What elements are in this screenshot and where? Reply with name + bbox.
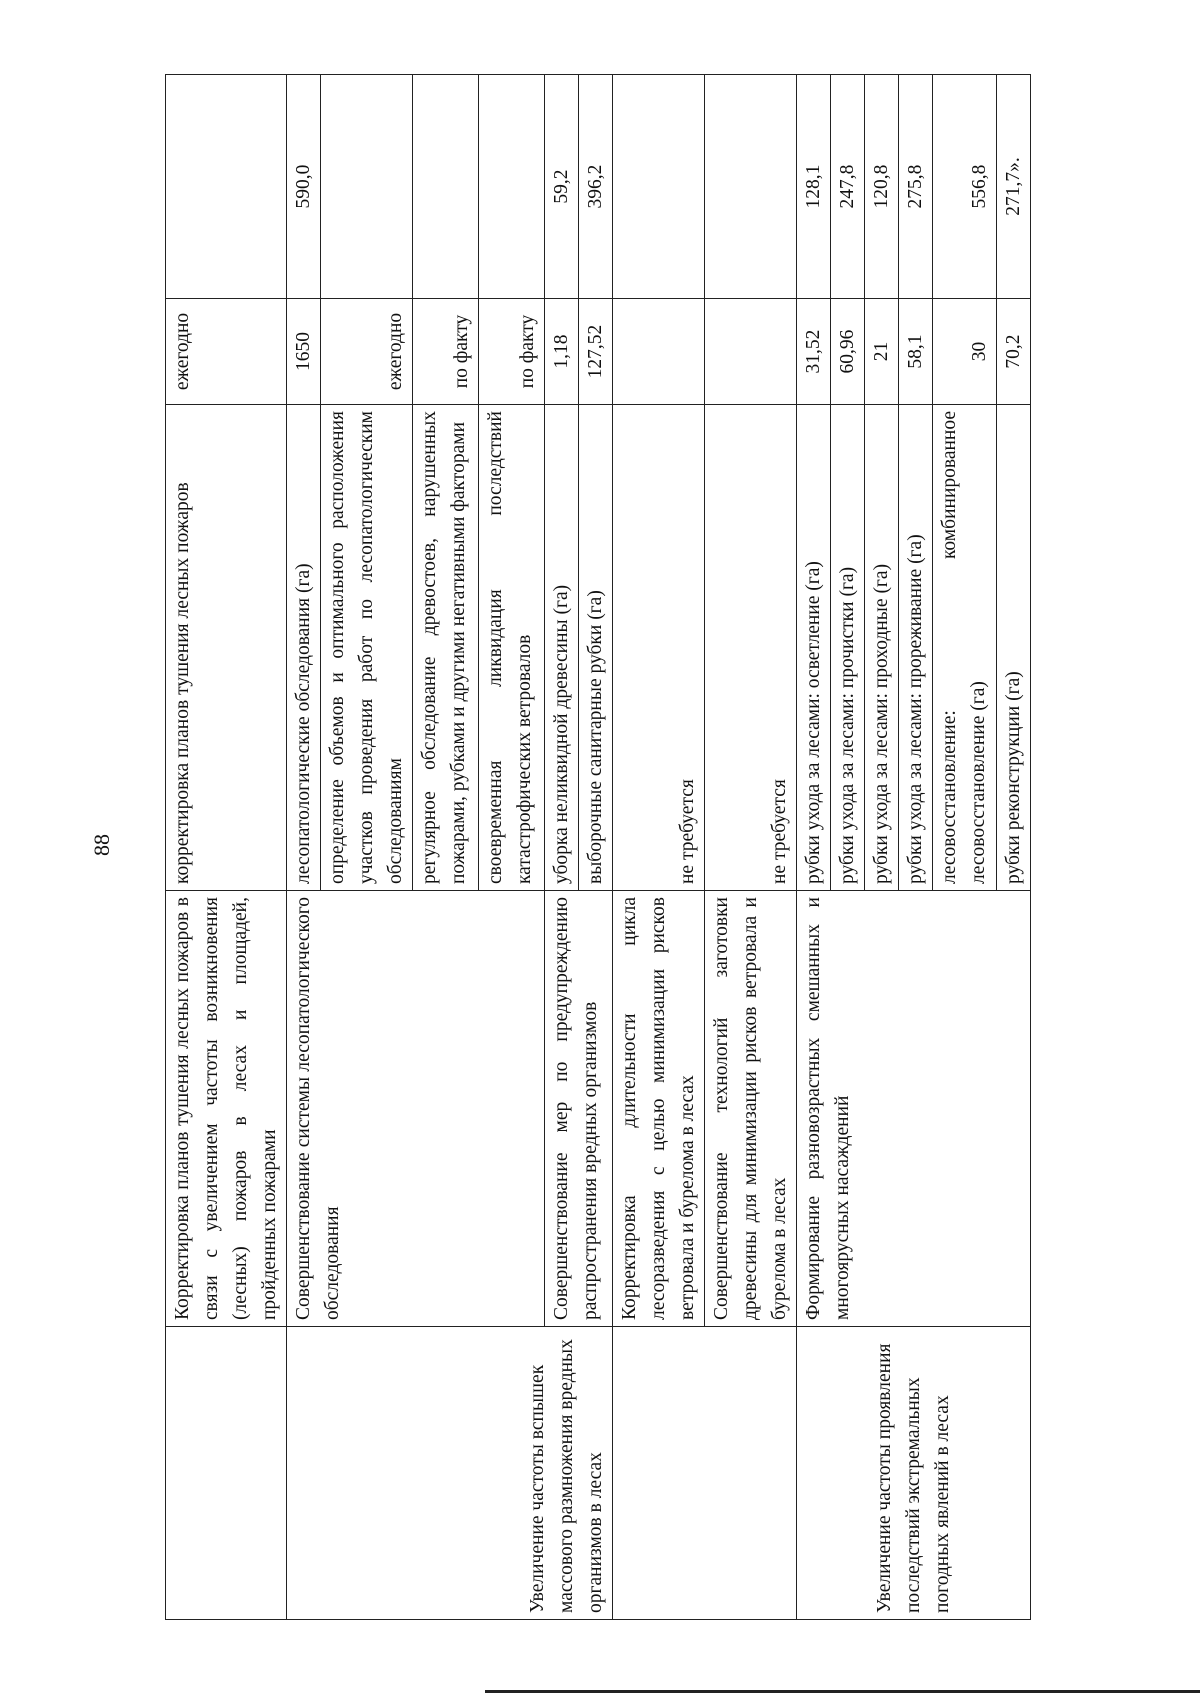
cost-cell: 247,8 xyxy=(831,75,865,299)
cost-cell xyxy=(479,75,545,299)
action-cell: рубки ухода за лесами: осветление (га) xyxy=(797,405,831,891)
action-cell: рубки ухода за лесами: проходные (га) xyxy=(865,405,899,891)
cost-cell: 271,7». xyxy=(997,75,1031,299)
table-row xyxy=(166,75,287,1620)
table-row xyxy=(797,75,831,1620)
action-cell: лесовосстановление: комбинированное лесовосстановление (га) xyxy=(933,405,997,891)
table-row xyxy=(287,75,321,1620)
cost-cell: 396,2 xyxy=(579,75,613,299)
volume-cell: по факту xyxy=(479,299,545,405)
measure-cell: Формирование разновозрастных смешанных и многоярусных насаждений xyxy=(797,891,1031,1327)
volume-cell: 1,18 xyxy=(545,299,579,405)
rotated-table-wrapper xyxy=(165,75,1035,1620)
cost-cell xyxy=(321,75,413,299)
action-cell: регулярное обследование древостоев, нарушенных пожарами, рубками и другими негативными факторами xyxy=(413,405,479,891)
action-cell: своевременная ликвидация последствий катастрофических ветровалов xyxy=(479,405,545,891)
cost-cell xyxy=(705,75,797,299)
page-bottom-rule xyxy=(485,1690,1200,1693)
cost-cell xyxy=(613,75,705,299)
page-number: 88 xyxy=(89,834,114,856)
action-cell: рубки реконструкции (га) xyxy=(997,405,1031,891)
measure-cell: Совершенствование системы лесопатологического обследования xyxy=(287,891,545,1327)
group-cell xyxy=(613,1327,797,1620)
action-cell: не требуется xyxy=(705,405,797,891)
measures-table xyxy=(165,74,1031,1620)
measure-cell: Совершенствование технологий заготовки древесины для минимизации рисков ветровала и бурелома в лесах xyxy=(705,891,797,1327)
cost-cell: 128,1 xyxy=(797,75,831,299)
action-cell: выборочные санитарные рубки (га) xyxy=(579,405,613,891)
volume-cell: 58,1 xyxy=(899,299,933,405)
volume-cell: ежегодно xyxy=(166,299,287,405)
action-cell: рубки ухода за лесами: прореживание (га) xyxy=(899,405,933,891)
measure-cell: Корректировка длительности цикла лесоразведения с целью минимизации рисков ветровала и бурелома в лесах xyxy=(613,891,705,1327)
cost-cell: 590,0 xyxy=(287,75,321,299)
cost-cell: 59,2 xyxy=(545,75,579,299)
measure-cell: Корректировка планов тушения лесных пожаров в связи с увеличением частоты возникновения (лесных) пожаров в лесах и площадей, пройденных пожарами xyxy=(166,891,287,1327)
group-cell: Увеличение частоты проявления последствий экстремальных погодных явлений в лесах xyxy=(797,1327,1031,1620)
volume-cell: ежегодно xyxy=(321,299,413,405)
action-cell: определение объемов и оптимального расположения участков проведения работ по лесопатологическим обследованиям xyxy=(321,405,413,891)
volume-cell: 21 xyxy=(865,299,899,405)
volume-cell: по факту xyxy=(413,299,479,405)
action-cell: корректировка планов тушения лесных пожаров xyxy=(166,405,287,891)
volume-cell: 31,52 xyxy=(797,299,831,405)
cost-cell: 120,8 xyxy=(865,75,899,299)
action-cell: лесопатологические обследования (га) xyxy=(287,405,321,891)
group-cell xyxy=(166,1327,287,1620)
action-cell: уборка неликвидной древесины (га) xyxy=(545,405,579,891)
volume-cell xyxy=(613,299,705,405)
volume-cell: 60,96 xyxy=(831,299,865,405)
group-cell: Увеличение частоты вспышек массового размножения вредных организмов в лесах xyxy=(287,1327,613,1620)
cost-cell: 275,8 xyxy=(899,75,933,299)
volume-cell: 127,52 xyxy=(579,299,613,405)
volume-cell: 30 xyxy=(933,299,997,405)
action-cell: рубки ухода за лесами: прочистки (га) xyxy=(831,405,865,891)
volume-cell: 1650 xyxy=(287,299,321,405)
volume-cell: 70,2 xyxy=(997,299,1031,405)
cost-cell xyxy=(166,75,287,299)
table-row xyxy=(613,75,705,1620)
volume-cell xyxy=(705,299,797,405)
action-cell: не требуется xyxy=(613,405,705,891)
cost-cell: 556,8 xyxy=(933,75,997,299)
cost-cell xyxy=(413,75,479,299)
measure-cell: Совершенствование мер по предупреждению распространения вредных организмов xyxy=(545,891,613,1327)
